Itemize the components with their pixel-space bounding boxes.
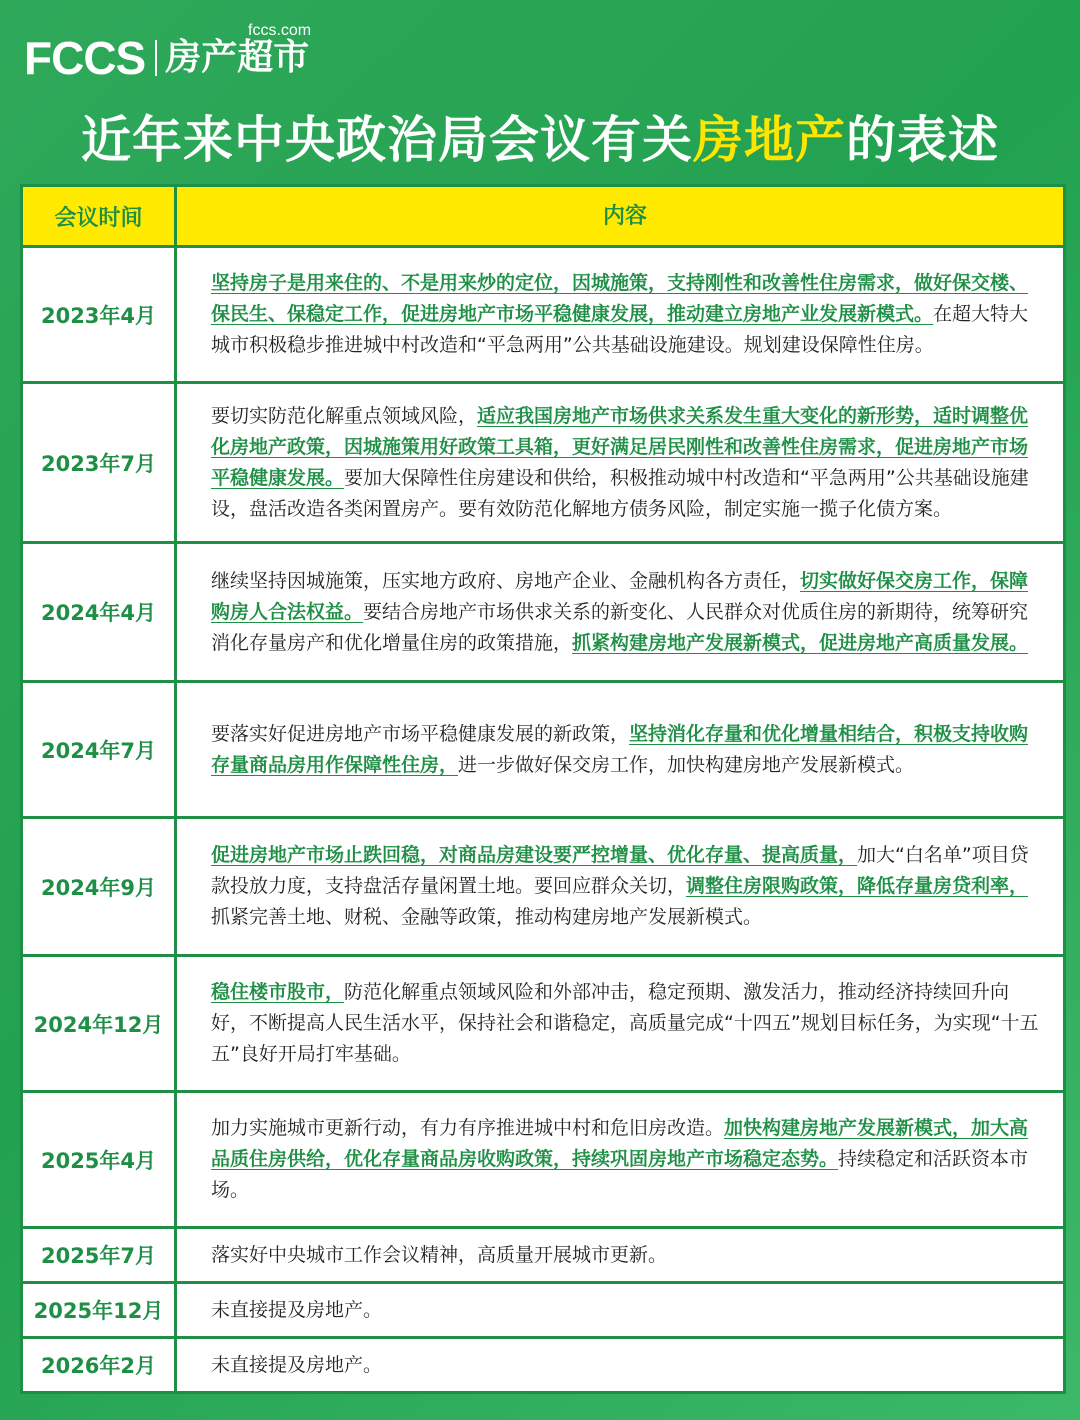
table-row <box>23 245 1063 381</box>
row-content <box>177 544 1063 680</box>
row-content-text <box>211 840 1039 933</box>
row-date: 2023年7月 <box>23 384 174 541</box>
table-row <box>23 1281 1063 1336</box>
brand-name: 房产超市 <box>165 37 310 78</box>
body-text: 要结合房地产市场供求关系的新变化、人民群众对优质住房的新期待，统筹研究消化存量房产和优化增量住房的政策措施， <box>211 600 1029 654</box>
row-content-text <box>211 1113 1039 1206</box>
row-date: 2025年12月 <box>23 1284 174 1336</box>
row-content <box>177 957 1063 1090</box>
row-date: 2024年9月 <box>23 819 174 954</box>
row-date: 2025年4月 <box>23 1093 174 1226</box>
highlighted-text: 抓紧构建房地产发展新模式，促进房地产高质量发展。 <box>572 631 1029 654</box>
row-date: 2024年12月 <box>23 957 174 1090</box>
row-content <box>177 384 1063 541</box>
highlighted-text: 切实做好保交房工作，保障购房人合法权益。 <box>211 569 1029 623</box>
row-content-text <box>211 1240 1039 1271</box>
body-text: 未直接提及房地产。 <box>211 1298 383 1321</box>
body-text: 要切实防范化解重点领域风险， <box>211 404 478 427</box>
table-row <box>23 381 1063 541</box>
row-content-text <box>211 977 1039 1070</box>
body-text: 加力实施城市更新行动，有力有序推进城中村和危旧房改造。 <box>211 1117 725 1139</box>
header-content: 内容 <box>177 187 1063 245</box>
body-text: 落实好中央城市工作会议精神，高质量开展城市更新。 <box>211 1243 668 1266</box>
row-date: 2025年7月 <box>23 1229 174 1281</box>
body-text: 要落实好促进房地产市场平稳健康发展的新政策， <box>211 722 630 745</box>
highlighted-text: 稳住楼市股市， <box>211 981 345 1003</box>
highlighted-text: 坚持消化存量和优化增量相结合，积极支持收购存量商品房用作保障性住房， <box>211 722 1029 776</box>
highlighted-text: 坚持房子是用来住的、不是用来炒的定位，因城施策，支持刚性和改善性住房需求，做好保交楼、保民生、保稳定工作，促进房地产市场平稳健康发展，推动建立房地产业发展新模式。 <box>211 272 1029 325</box>
row-content-text <box>211 268 1039 361</box>
row-content <box>177 1229 1063 1281</box>
page-title <box>0 100 1080 172</box>
row-content-text <box>211 566 1039 659</box>
table-row <box>23 1090 1063 1226</box>
table-row <box>23 541 1063 680</box>
row-content <box>177 248 1063 381</box>
row-content <box>177 1339 1063 1391</box>
body-text: 继续坚持因城施策，压实地方政府、房地产企业、金融机构各方责任， <box>211 569 801 592</box>
table-header-row <box>23 187 1063 245</box>
body-text: 在超大特大城市积极稳步推进城中村改造和“平急两用”公共基础设施建设。规划建设保障性住房。 <box>211 303 1029 356</box>
row-date: 2024年7月 <box>23 683 174 816</box>
row-content <box>177 1284 1063 1336</box>
table-row <box>23 680 1063 816</box>
row-date: 2024年4月 <box>23 544 174 680</box>
header-date: 会议时间 <box>23 187 174 245</box>
row-content-text <box>211 1350 1039 1381</box>
title-prefix: 近年来中央政治局会议有关 <box>81 111 693 169</box>
row-content-text <box>211 1295 1039 1326</box>
body-text: 进一步做好保交房工作，加快构建房地产发展新模式。 <box>458 753 915 776</box>
row-date: 2026年2月 <box>23 1339 174 1391</box>
highlighted-text: 调整住房限购政策，降低存量房贷利率， <box>686 875 1029 897</box>
body-text: 防范化解重点领域风险和外部冲击，稳定预期、激发活力，推动经济持续回升向好，不断提高人民生活水平，保持社会和谐稳定，高质量完成“十四五”规划目标任务，为实现“十五五”良好开局打牢基础。 <box>211 981 1039 1065</box>
row-content-text <box>211 719 1039 781</box>
statement-table <box>20 184 1066 1394</box>
title-suffix: 的表述 <box>846 111 999 169</box>
row-content <box>177 819 1063 954</box>
highlighted-text: 促进房地产市场止跌回稳，对商品房建设要严控增量、优化存量、提高质量， <box>211 844 858 866</box>
body-text: 未直接提及房地产。 <box>211 1353 383 1376</box>
logo-divider <box>155 40 157 76</box>
body-text: 抓紧完善土地、财税、金融等政策，推动构建房地产发展新模式。 <box>211 906 763 928</box>
title-highlight: 房地产 <box>693 111 846 169</box>
row-content-text <box>211 401 1039 525</box>
table-row <box>23 1226 1063 1281</box>
highlighted-text: 适应我国房地产市场供求关系发生重大变化的新形势，适时调整优化房地产政策，因城施策用好政策工具箱，更好满足居民刚性和改善性住房需求，促进房地产市场平稳健康发展。 <box>211 404 1029 489</box>
body-text: 要加大保障性住房建设和供给，积极推动城中村改造和“平急两用”公共基础设施建设，盘活改造各类闲置房产。要有效防范化解地方债务风险，制定实施一揽子化债方案。 <box>211 466 1029 520</box>
body-text: 加大“白名单”项目贷款投放力度，支持盘活存量闲置土地。要回应群众关切， <box>211 844 1029 897</box>
row-date: 2023年4月 <box>23 248 174 381</box>
highlighted-text: 加快构建房地产发展新模式，加大高品质住房供给，优化存量商品房收购政策，持续巩固房地产市场稳定态势。 <box>211 1117 1029 1170</box>
brand-url: fccs.com <box>248 22 312 39</box>
table-row <box>23 954 1063 1090</box>
row-content <box>177 1093 1063 1226</box>
row-content <box>177 683 1063 816</box>
table-row <box>23 1336 1063 1391</box>
logo-mark: FCCS <box>24 32 146 84</box>
body-text: 持续稳定和活跃资本市场。 <box>211 1148 1029 1201</box>
table-row <box>23 816 1063 954</box>
header <box>0 0 1080 180</box>
